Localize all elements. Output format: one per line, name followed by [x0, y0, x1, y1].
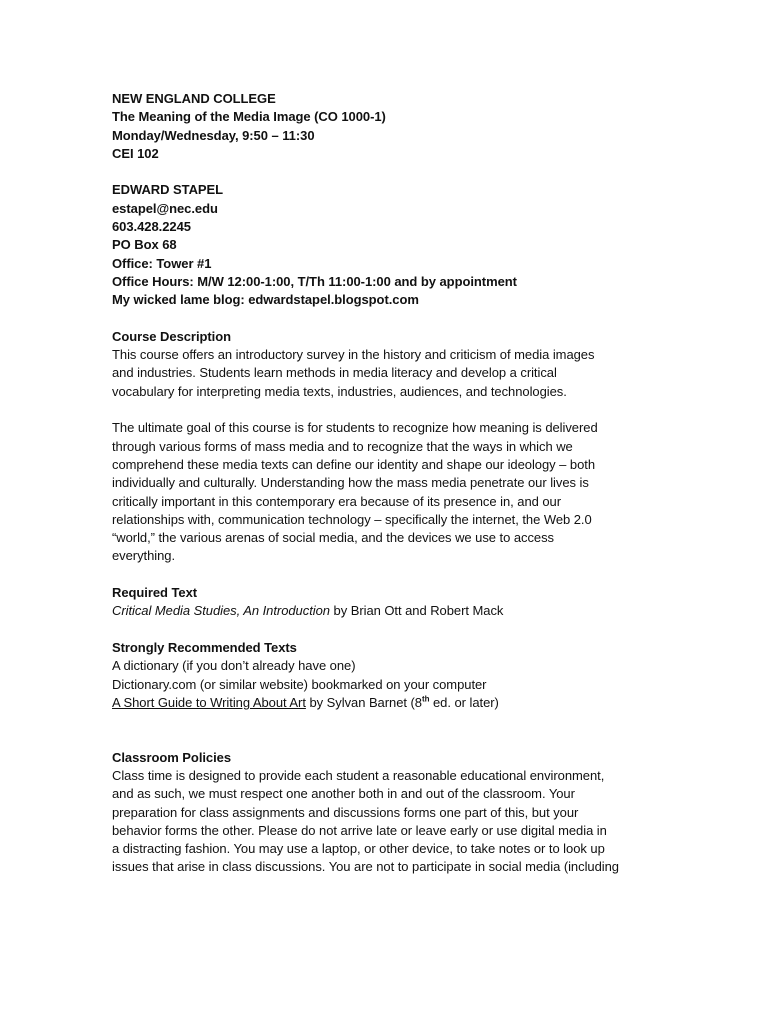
recommended-item: Dictionary.com (or similar website) bookmarked on your computer: [112, 676, 487, 692]
instructor-office: Office: Tower #1: [112, 255, 212, 271]
text-line: everything.: [112, 548, 176, 564]
course-description-section: [112, 328, 672, 566]
text-line: a distracting fashion. You may use a laptop, or other device, to take notes or to look up: [112, 841, 605, 857]
course-title: The Meaning of the Media Image (CO 1000-1): [112, 109, 386, 125]
edition-superscript: th: [421, 694, 430, 704]
book-title: A Short Guide to Writing About Art: [112, 694, 306, 710]
text-line: individually and culturally. Understanding how the mass media penetrate our lives is: [112, 475, 589, 491]
text-line: preparation for class assignments and discussions forms one part of this, but your: [112, 804, 579, 820]
section-heading: Classroom Policies: [112, 749, 232, 765]
text-line: The ultimate goal of this course is for students to recognize how meaning is delivered: [112, 420, 598, 436]
text-line: and as such, we must respect one another both in and out of the classroom. Your: [112, 786, 575, 802]
instructor-office-hours: Office Hours: M/W 12:00-1:00, T/Th 11:00-1:00 and by appointment: [112, 273, 517, 289]
book-title: Critical Media Studies, An Introduction: [112, 603, 330, 619]
spacer: [112, 401, 672, 419]
description-paragraph-2: [112, 419, 672, 565]
text-line: “world,” the various arenas of social media, and the devices we use to access: [112, 530, 554, 546]
classroom-policies-section: [112, 749, 672, 877]
course-room: CEI 102: [112, 145, 159, 161]
required-text-entry: [112, 602, 672, 620]
text-line: comprehend these media texts can define our identity and shape our ideology – both: [112, 456, 596, 472]
spacer: [112, 566, 672, 584]
recommended-item: A dictionary (if you don’t already have one): [112, 658, 356, 674]
spacer: [112, 163, 672, 181]
text-line: through various forms of mass media and to recognize that the ways in which we: [112, 438, 573, 454]
spacer: [112, 310, 672, 328]
syllabus-page: [112, 90, 672, 877]
course-schedule: Monday/Wednesday, 9:50 – 11:30: [112, 127, 315, 143]
book-details: by Sylvan Barnet (8: [305, 694, 422, 710]
spacer: [112, 621, 672, 639]
instructor-info: [112, 181, 672, 309]
description-paragraph-1: [112, 346, 672, 401]
instructor-po-box: PO Box 68: [112, 237, 177, 253]
text-line: vocabulary for interpreting media texts, industries, audiences, and technologies.: [112, 383, 567, 399]
policies-paragraph: [112, 767, 672, 877]
text-line: and industries. Students learn methods in media literacy and develop a critical: [112, 365, 557, 381]
text-line: behavior forms the other. Please do not arrive late or leave early or use digital media in: [112, 822, 607, 838]
required-text-section: [112, 584, 672, 621]
book-authors: by Brian Ott and Robert Mack: [329, 603, 504, 619]
college-name: NEW ENGLAND COLLEGE: [112, 91, 276, 106]
instructor-name: EDWARD STAPEL: [112, 182, 224, 198]
book-details: ed. or later): [429, 694, 499, 710]
text-line: This course offers an introductory survey in the history and criticism of media images: [112, 347, 595, 363]
text-line: Class time is designed to provide each student a reasonable educational environment,: [112, 767, 605, 783]
text-line: issues that arise in class discussions. You are not to participate in social media (including: [112, 859, 619, 875]
section-heading: Course Description: [112, 328, 232, 344]
spacer: [112, 712, 672, 749]
section-heading: Strongly Recommended Texts: [112, 639, 297, 655]
section-heading: Required Text: [112, 585, 198, 601]
instructor-blog: My wicked lame blog: edwardstapel.blogspot.com: [112, 292, 419, 308]
course-header: [112, 90, 672, 163]
text-line: critically important in this contemporary era because of its presence in, and our: [112, 493, 562, 509]
recommended-item: [112, 694, 672, 712]
instructor-email: estapel@nec.edu: [112, 200, 218, 216]
recommended-texts-section: [112, 639, 672, 712]
text-line: relationships with, communication technology – specifically the internet, the Web 2.0: [112, 511, 592, 527]
instructor-phone: 603.428.2245: [112, 219, 191, 235]
